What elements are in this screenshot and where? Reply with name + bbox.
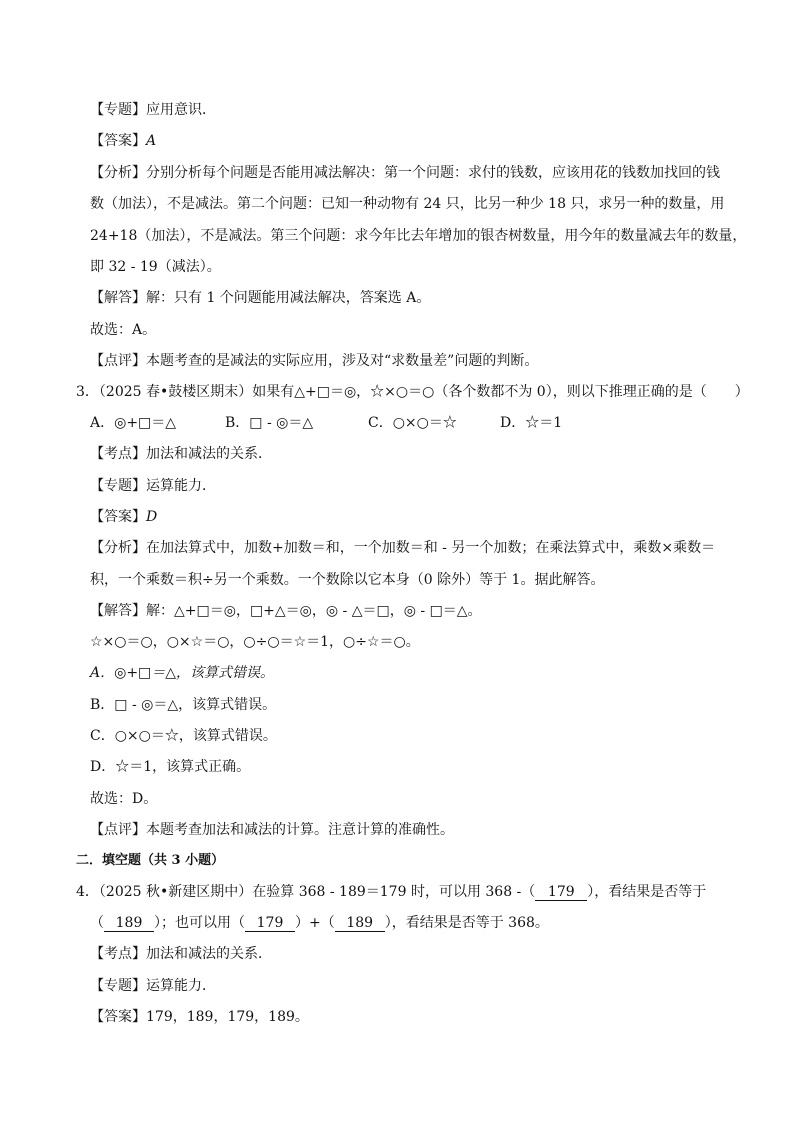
q3-daan (90, 507, 157, 527)
q2-fenxi-line-4: 即 32 - 19（减法）。 (90, 259, 221, 275)
q3-jieda-line-2: A．◎+□＝△，该算式错误。 (90, 665, 275, 681)
daan-text: D (146, 509, 158, 525)
jieda-text: 解：△+□＝◎，□+△＝◎，◎ - △＝□，◎ - □＝△。 (146, 603, 482, 619)
q3-zhuanti (90, 476, 216, 496)
kaodian-tag: 【考点】 (90, 446, 146, 462)
q3-fenxi-line-2: 积，一个乘数＝积÷另一个乘数。一个数除以它本身（0 除外）等于 1。据此解答。 (90, 572, 605, 588)
zhuanti-text: 运算能力． (146, 978, 216, 994)
q4-stem-line-1 (76, 882, 706, 902)
q3-jieda-line-4: C．○×○＝☆，该算式错误。 (90, 728, 277, 744)
kaodian-tag: 【考点】 (90, 946, 146, 962)
option-c: C．○×○＝☆ (368, 415, 457, 431)
q3-fenxi-line-1 (90, 538, 715, 558)
option-b: B．□ - ◎＝△ (225, 415, 314, 431)
option-d: D．☆＝1 (500, 415, 563, 431)
option-a: A．◎+□＝△ (90, 415, 177, 431)
daan-tag: 【答案】 (90, 1009, 146, 1025)
q4-zhuanti (90, 976, 216, 996)
q3-jieda-line-3: B．□ - ◎＝△，该算式错误。 (90, 697, 277, 713)
daan-tag: 【答案】 (90, 133, 146, 149)
q2-fenxi-line-1 (90, 163, 720, 183)
q3-stem: 3．（2025 春•鼓楼区期末）如果有△+□＝◎，☆×○＝○（各个数都不为 0），则以下推理正确的是（ ） (76, 384, 749, 400)
q4-text-c: （ (90, 915, 104, 931)
daan-text: A (146, 133, 157, 149)
answer-blank-4: 189 (335, 915, 385, 932)
kaodian-text: 加法和减法的关系． (146, 446, 272, 462)
q2-daan (90, 131, 156, 151)
q2-dianping (90, 351, 538, 371)
fenxi-text: 分别分析每个问题是否能用减法解决：第一个问题：求付的钱数，应该用花的钱数加找回的钱 (146, 165, 720, 181)
jieda-tag: 【解答】 (90, 290, 146, 306)
q2-fenxi-line-2: 数（加法），不是减法。第二个问题：已知一种动物有 24 只，比另一种少 18 只，求另一种的数量，用 (90, 196, 725, 212)
zhuanti-tag: 【专题】 (90, 102, 146, 118)
daan-text: 179，189，179，189。 (146, 1009, 309, 1025)
jieda-text: 解：只有 1 个问题能用减法解决，答案选 A。 (146, 290, 431, 306)
q4-text-d: ）；也可以用（ (154, 915, 245, 931)
fenxi-tag: 【分析】 (90, 165, 146, 181)
q4-kaodian (90, 944, 272, 964)
q4-text-e: ）+（ (295, 915, 335, 931)
q3-jieda (90, 601, 482, 621)
q2-fenxi-line-3: 24+18（加法），不是减法。第三个问题：求今年比去年增加的银杏树数量，用今年的数量减去年的数量， (90, 228, 747, 244)
q3-kaodian (90, 444, 272, 464)
zhuanti-tag: 【专题】 (90, 978, 146, 994)
q3-guxuan: 故选：D。 (90, 791, 158, 807)
answer-blank-2: 189 (104, 915, 154, 932)
q4-text-f: ），看结果是否等于 368。 (384, 915, 549, 931)
answer-blank-1: 179 (535, 884, 587, 901)
q3-jieda-line-5: D．☆＝1，该算式正确。 (90, 759, 251, 775)
q2-jieda (90, 288, 430, 308)
q4-stem-line-2 (90, 913, 549, 933)
q2-guxuan: 故选：A。 (90, 322, 157, 338)
dianping-tag: 【点评】 (90, 822, 146, 838)
section-heading: 二．填空题（共 3 小题） (76, 853, 225, 868)
fenxi-tag: 【分析】 (90, 540, 146, 556)
answer-blank-3: 179 (245, 915, 295, 932)
zhuanti-text: 应用意识． (146, 102, 216, 118)
q4-text-a: 4．（2025 秋•新建区期中）在验算 368 - 189＝179 时，可以用 368 -（ (76, 884, 536, 900)
dianping-tag: 【点评】 (90, 353, 146, 369)
q4-daan (90, 1007, 309, 1027)
q4-text-b: ），看结果是否等于 (587, 884, 707, 900)
zhuanti-text: 运算能力． (146, 478, 216, 494)
kaodian-text: 加法和减法的关系． (146, 946, 272, 962)
q3-dianping (90, 820, 454, 840)
q2-zhuanti (90, 100, 216, 120)
fenxi-text: 在加法算式中，加数+加数＝和，一个加数＝和 - 另一个加数；在乘法算式中，乘数×乘数＝ (146, 540, 716, 556)
jieda-tag: 【解答】 (90, 603, 146, 619)
zhuanti-tag: 【专题】 (90, 478, 146, 494)
dianping-text: 本题考查加法和减法的计算。注意计算的准确性。 (146, 822, 454, 838)
daan-tag: 【答案】 (90, 509, 146, 525)
dianping-text: 本题考查的是减法的实际应用，涉及对“求数量差”问题的判断。 (146, 353, 539, 369)
q3-jieda-line-1: ☆×○＝○，○×☆＝○，○÷○＝☆＝1，○÷☆＝○。 (90, 634, 420, 650)
